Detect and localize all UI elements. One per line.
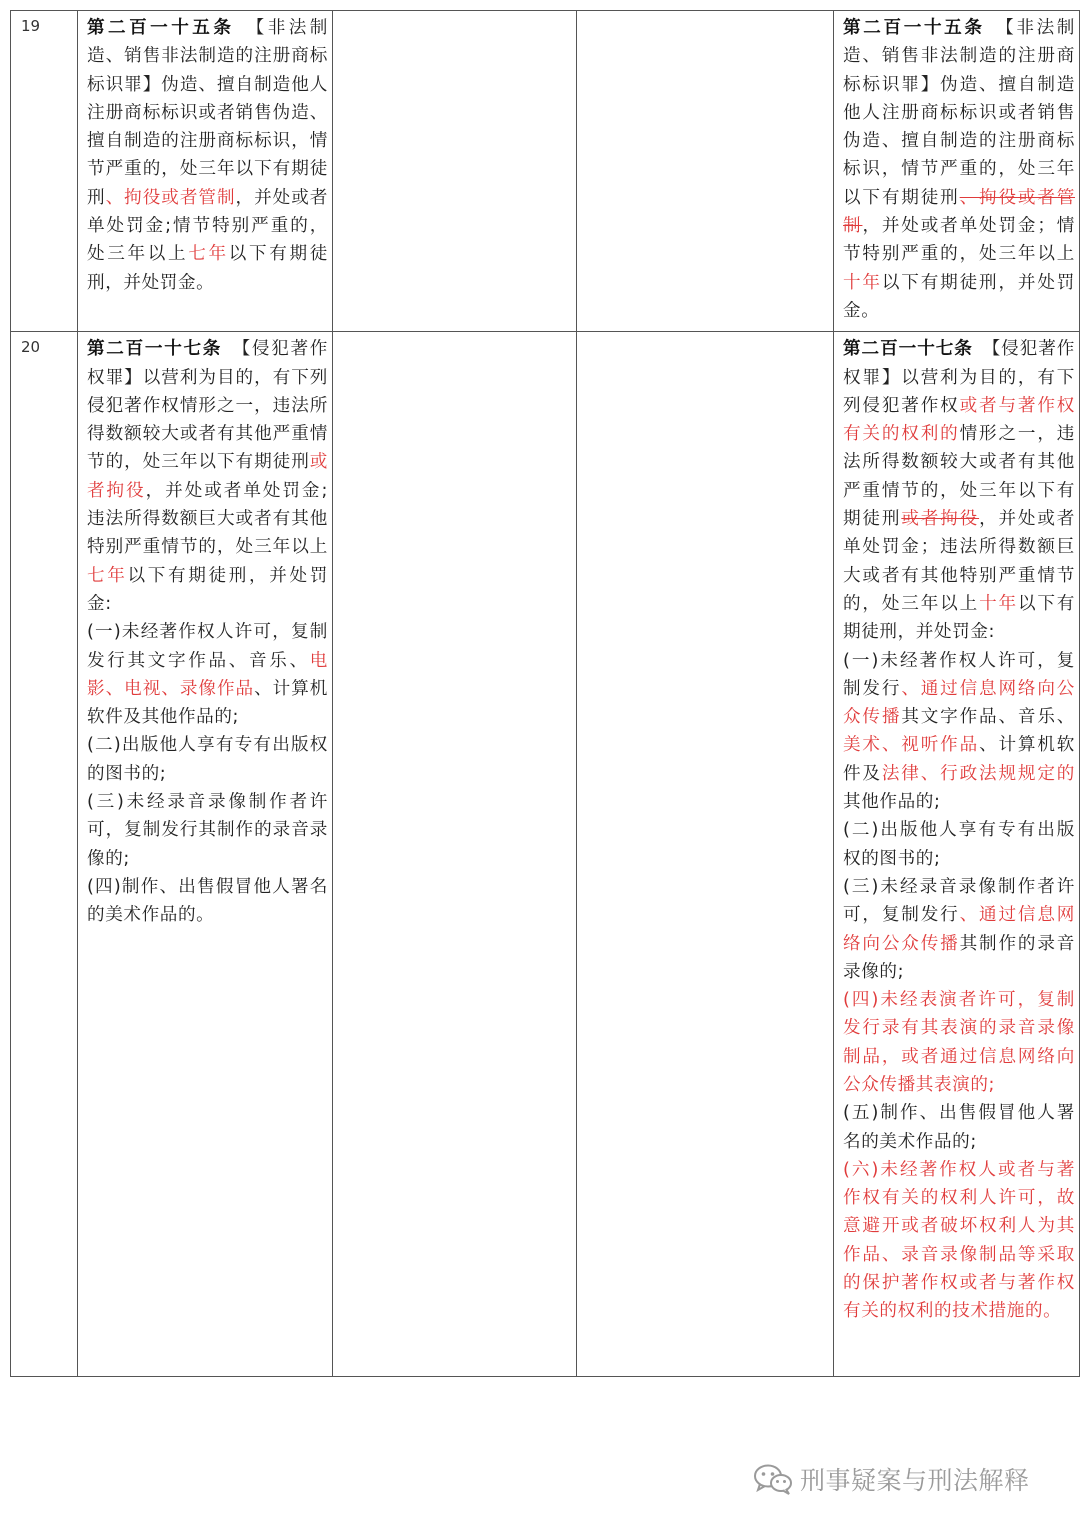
- wechat-icon: [752, 1463, 794, 1495]
- added-text: 、通过信息网络向公众传播: [843, 905, 1075, 954]
- added-text: 法律、行政法规规定的: [881, 763, 1075, 784]
- text-segment: 以下有期徒刑，并处罚金:: [843, 593, 1076, 643]
- text-segment: 其文字作品、音乐、: [901, 707, 1075, 728]
- watermark: [752, 1462, 1052, 1496]
- text-segment: (四)制作、出售假冒他人署名的美术作品的。: [87, 876, 328, 926]
- added-text: (六)未经著作权人或者与著作权有关的权利人许可，故意避开或者破坏权利人为其作品、录音录像制品等采取的保护著作权或者与著作权有关的权利的技术措施的。: [843, 1159, 1075, 1322]
- added-text: 或者拘役: [87, 452, 328, 501]
- text-segment: 、计算机软件及其他作品的;: [87, 678, 329, 728]
- original-text-cell: [78, 332, 333, 1377]
- text-segment: 【侵犯著作权罪】以营利为目的，有下列侵犯著作权: [843, 339, 1075, 416]
- added-text: 电影、电视、录像作品: [87, 650, 328, 699]
- amended-text-cell: [834, 332, 1080, 1377]
- original-text-cell: [78, 11, 333, 332]
- watermark-text: 刑事疑案与刑法解释: [800, 1466, 1030, 1495]
- text-segment: (二)出版他人享有专有出版权的图书的;: [843, 820, 1075, 869]
- table-row: [11, 332, 1080, 1377]
- article-heading: 第二百一十七条: [87, 339, 223, 360]
- added-text: 七年: [87, 565, 128, 586]
- added-text: 、拘役或者管制: [105, 187, 236, 208]
- text-segment: ，并处或者单处罚金;违法所得数额巨大或者有其他特别严重情节的，处三年以上: [87, 480, 328, 558]
- text-segment: 以下有期徒刑，并处罚金。: [87, 244, 328, 293]
- added-text: (四)未经表演者许可，复制发行录有其表演的录音录像制品，或者通过信息网络向公众传播其表演的;: [843, 990, 1075, 1095]
- article-heading: 第二百一十五条: [843, 18, 985, 38]
- text-segment: 以下有期徒刑，并处罚金。: [843, 272, 1075, 321]
- text-segment: 【非法制造、销售非法制造的注册商标标识罪】伪造、擅自制造他人注册商标标识或者销售伪造、擅自制造的注册商标标识，情节严重的，处三年以下有期徒刑: [87, 18, 329, 208]
- deleted-text: 或者拘役: [901, 509, 980, 530]
- article-heading: 第二百一十五条: [87, 18, 235, 38]
- added-text: 或者与著作权有关的权利的: [843, 395, 1075, 445]
- empty-cell: [333, 11, 577, 332]
- original-article-text: [78, 11, 332, 303]
- text-segment: 【侵犯著作权罪】以营利为目的，有下列侵犯著作权情形之一，违法所得数额较大或者有其他严重情节的，处三年以下有期徒刑: [87, 339, 328, 473]
- comparison-table: [10, 10, 1080, 1377]
- added-text: 美术、视听作品: [843, 735, 980, 756]
- text-segment: (三)未经录音录像制作者许可，复制发行: [843, 876, 1075, 926]
- text-segment: 情形之一，违法所得数额较大或者有其他严重情节的，处三年以下有期徒刑: [843, 424, 1075, 530]
- text-segment: (二)出版他人享有专有出版权的图书的;: [87, 735, 328, 784]
- text-segment: (五)制作、出售假冒他人署名的美术作品的;: [843, 1103, 1075, 1152]
- added-text: 十年: [979, 593, 1018, 614]
- text-segment: ，并处或者单处罚金;情节特别严重的，处三年以上: [87, 187, 329, 265]
- text-segment: 、计算机软件及: [843, 735, 1075, 784]
- empty-cell: [577, 332, 834, 1377]
- row-number: 19: [11, 11, 78, 332]
- amended-text-cell: [834, 11, 1080, 332]
- original-article-text: [78, 332, 332, 935]
- text-segment: 【非法制造、销售非法制造的注册商标标识罪】伪造、擅自制造他人注册商标标识或者销售伪造、擅自制造的注册商标标识，情节严重的，处三年以下有期徒刑: [843, 18, 1075, 208]
- empty-cell: [577, 11, 834, 332]
- deleted-text: 、拘役或者管制: [843, 187, 1075, 237]
- text-segment: (一)未经著作权人许可，复制发行: [843, 650, 1075, 699]
- table-row: [11, 11, 1080, 332]
- text-segment: 其制作的录音录像的;: [843, 933, 1075, 982]
- text-segment: ，并处或者单处罚金；情节特别严重的，处三年以上: [843, 216, 1075, 265]
- added-text: 、通过信息网络向公众传播: [843, 678, 1075, 728]
- text-segment: 以下有期徒刑，并处罚金:: [87, 565, 328, 614]
- text-segment: (一)未经著作权人许可，复制发行其文字作品、音乐、: [87, 622, 328, 671]
- amended-article-text: [834, 11, 1079, 331]
- text-segment: ，并处或者单处罚金；违法所得数额巨大或者有其他特别严重情节的，处三年以上: [843, 509, 1075, 614]
- article-heading: 第二百一十七条: [843, 339, 973, 360]
- added-text: 十年: [843, 272, 882, 293]
- text-segment: (三)未经录音录像制作者许可，复制发行其制作的录音录像的;: [87, 792, 328, 869]
- amended-article-text: [834, 332, 1079, 1331]
- empty-cell: [333, 332, 577, 1377]
- text-segment: 其他作品的;: [843, 792, 941, 813]
- added-text: 七年: [188, 244, 229, 265]
- row-number: 20: [11, 332, 78, 1377]
